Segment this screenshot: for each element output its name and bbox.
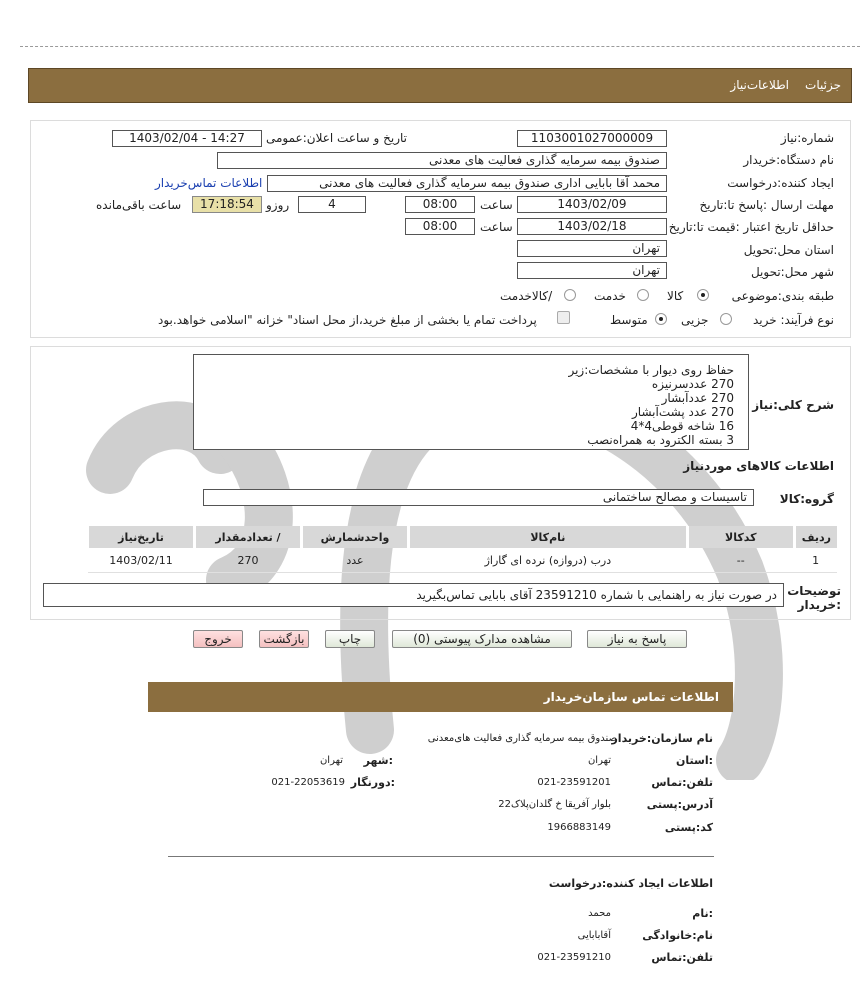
description-line: 3 بسته الکترود به همراه‌نصب: [587, 433, 734, 447]
description-line: 270 عددآبشار: [661, 391, 734, 405]
buyer-contact-link[interactable]: اطلاعات تماس‌خریدار: [155, 176, 263, 190]
validity-time-label: ساعت: [480, 220, 513, 234]
province-label: استان محل:تحویل: [743, 243, 834, 257]
col-name: نام‌کالا: [409, 526, 688, 548]
contact-phone-label: تلفن:تماس: [651, 776, 713, 789]
exit-button[interactable]: خروج: [193, 630, 243, 648]
remaining-timer: 17:18:54: [192, 196, 262, 213]
contact-fax-value: 021-22053619: [271, 777, 345, 788]
creator-phone-value: 021-23591210: [537, 952, 611, 963]
city-field: تهران: [517, 262, 667, 279]
process-medium-label: متوسط: [610, 313, 648, 327]
description-box: [193, 354, 749, 450]
creator-name-value: محمد: [588, 908, 611, 919]
category-goods-radio[interactable]: [697, 289, 709, 301]
cell-row: 1: [794, 548, 837, 573]
creator-phone-label: تلفن:تماس: [651, 951, 713, 964]
col-qty: / تعدادمقدار: [195, 526, 302, 548]
deadline-date-field: 1403/02/09: [517, 196, 667, 213]
cell-code: --: [687, 548, 794, 573]
goods-table: [86, 526, 837, 573]
buyer-notes-label: توضیحات :خریدار: [787, 584, 841, 612]
creator-field: محمد آقا بابایی اداری صندوق بیمه سرمایه گذاری فعالیت های معدنی: [267, 175, 667, 192]
creator-info-title: اطلاعات ایجاد کننده:درخواست: [548, 877, 713, 890]
deadline-label: مهلت ارسال :پاسخ تا:تاریخ: [699, 198, 834, 212]
contact-city-label: :شهر: [363, 754, 393, 767]
category-both-label: /کالاخدمت: [500, 289, 553, 303]
category-goods-label: کالا: [667, 289, 684, 303]
cell-date: 1403/02/11: [88, 548, 195, 573]
contact-title: اطلاعات تماس سازمان‌خریدار: [543, 690, 719, 704]
contact-fax-label: :دورنگار: [350, 776, 395, 789]
city-label: شهر محل:تحویل: [750, 265, 834, 279]
contact-org-value: صندوق بیمه سرمایه گذاری فعالیت های‌معدنی: [427, 733, 617, 744]
announce-label: تاریخ و ساعت اعلان:عمومی: [265, 131, 407, 145]
contact-postal-label: کد:پستی: [664, 821, 713, 834]
print-button[interactable]: چاپ: [325, 630, 375, 648]
creator-label: ایجاد کننده:درخواست: [727, 176, 834, 190]
process-medium-radio[interactable]: [655, 313, 667, 325]
goods-info-title: اطلاعات کالاهای موردنیاز: [683, 459, 834, 473]
description-line: 16 شاخه قوطی4*4: [630, 419, 734, 433]
validity-date-field: 1403/02/18: [517, 218, 667, 235]
contact-header: [148, 682, 733, 712]
contact-province-value: تهران: [587, 755, 611, 766]
creator-family-value: آقابابایی: [577, 930, 611, 941]
contact-province-label: :استان: [676, 754, 713, 767]
description-line: حفاظ روی دیوار با مشخصات:زیر: [568, 363, 734, 377]
process-partial-radio[interactable]: [720, 313, 732, 325]
description-label: شرح کلی:نیاز: [752, 398, 834, 412]
buyer-notes-field: در صورت نیاز به راهنمایی با شماره 23591210 آقای بابایی تماس‌بگیرید: [43, 583, 784, 607]
need-number-label: شماره:نیاز: [780, 131, 834, 145]
back-button[interactable]: بازگشت: [259, 630, 309, 648]
buyer-org-label: نام دستگاه:خریدار: [743, 153, 834, 167]
contact-address-label: آدرس:پستی: [646, 798, 713, 811]
category-service-label: خدمت: [594, 289, 626, 303]
goods-table-header: [88, 526, 838, 548]
attachments-button[interactable]: مشاهده مدارک پیوستی (0): [392, 630, 572, 648]
tab-bar: [28, 68, 852, 103]
contact-city-value: تهران: [319, 755, 343, 766]
col-code: کدکالا: [687, 526, 794, 548]
days-field: 4: [298, 196, 366, 213]
tab-need-info[interactable]: اطلاعات‌نیاز: [730, 78, 789, 92]
contact-phone-value: 021-23591201: [537, 777, 611, 788]
cell-unit: عدد: [302, 548, 409, 573]
days-label: روزو: [266, 198, 290, 212]
buyer-org-field: صندوق بیمه سرمایه گذاری فعالیت های معدنی: [217, 152, 667, 169]
province-field: تهران: [517, 240, 667, 257]
validity-time-field: 08:00: [405, 218, 475, 235]
contact-org-label: نام سازمان:خریدار: [611, 732, 713, 745]
col-row: ردیف: [794, 526, 837, 548]
process-label: نوع فرآیند: خرید: [753, 313, 834, 327]
category-service-radio[interactable]: [637, 289, 649, 301]
cell-qty: 270: [195, 548, 302, 573]
contact-address-value: بلوار آفریقا خ گلدان‌پلاک22: [498, 799, 611, 810]
validity-label: حداقل تاریخ اعتبار :قیمت تا:تاریخ: [668, 220, 834, 234]
deadline-time-field: 08:00: [405, 196, 475, 213]
goods-group-field: تاسیسات و مصالح ساختمانی: [203, 489, 754, 506]
contact-postal-value: 1966883149: [547, 822, 611, 833]
table-row: [88, 548, 838, 573]
col-unit: واحدشمارش: [302, 526, 409, 548]
remaining-label: ساعت باقی‌مانده: [96, 198, 182, 212]
goods-group-label: گروه:کالا: [779, 492, 834, 506]
col-date: تاریخ‌نیاز: [88, 526, 195, 548]
announce-field: 1403/02/04 - 14:27: [112, 130, 262, 147]
category-label: طبقه بندی:موضوعی: [731, 289, 834, 303]
category-both-radio[interactable]: [564, 289, 576, 301]
treasury-payment-checkbox[interactable]: [557, 311, 570, 324]
reply-button[interactable]: پاسخ به نیاز: [587, 630, 687, 648]
treasury-payment-note: پرداخت تمام یا بخشی از مبلغ خرید،از محل اسناد" خزانه "اسلامی خواهد.بود: [158, 313, 537, 327]
need-number-field: 1103001027000009: [517, 130, 667, 147]
creator-family-label: نام:خانوادگی: [642, 929, 713, 942]
description-line: 270 عدد پشت‌آبشار: [632, 405, 734, 419]
top-divider: [20, 46, 860, 47]
creator-name-label: :نام: [692, 907, 713, 920]
description-line: 270 عددسرنیزه: [651, 377, 734, 391]
deadline-time-label: ساعت: [480, 198, 513, 212]
process-partial-label: جزیی: [681, 313, 709, 327]
contact-divider: [168, 856, 714, 857]
cell-name: درب (دروازه) نرده ای گاراژ: [409, 548, 688, 573]
tab-details[interactable]: جزئیات: [805, 78, 841, 92]
